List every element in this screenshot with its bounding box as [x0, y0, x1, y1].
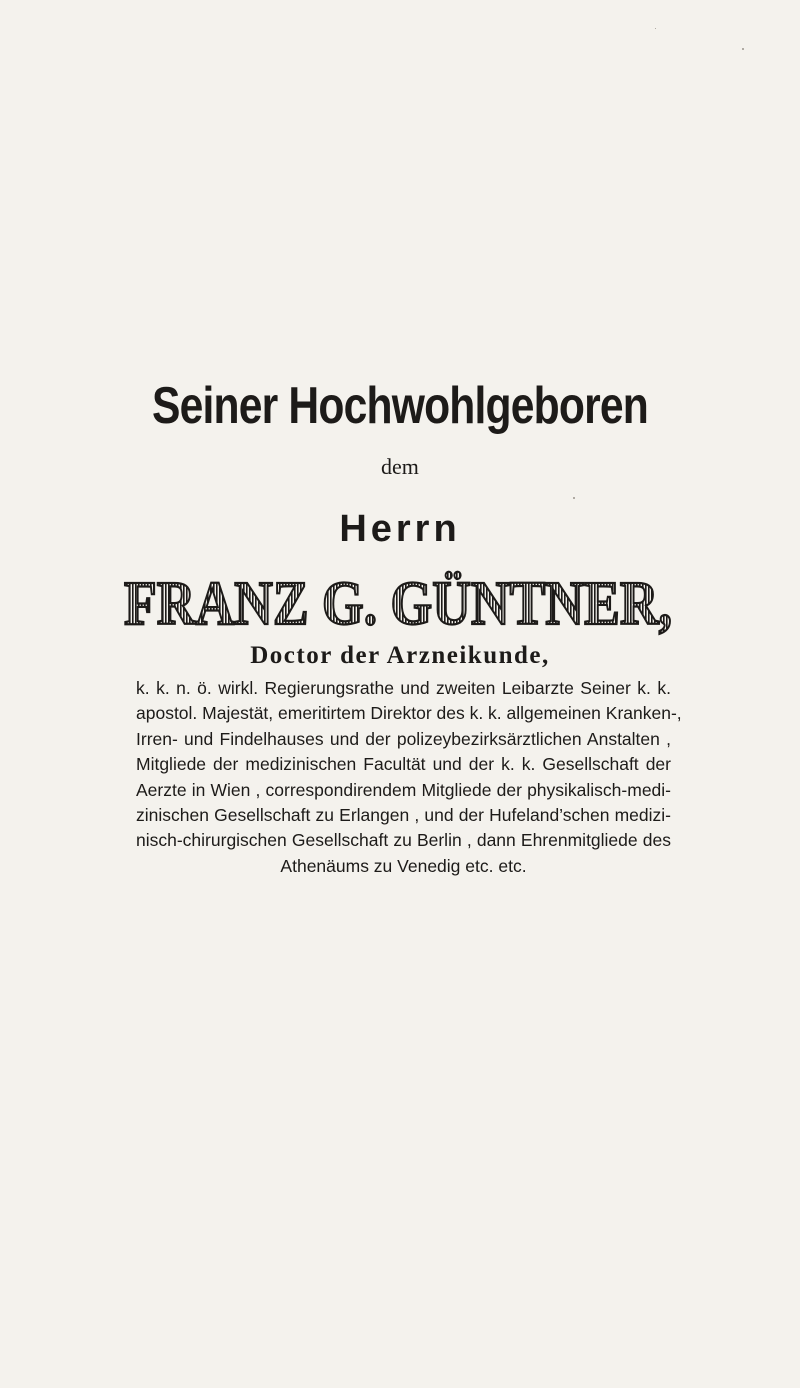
paragraph-line: Irren- und Findelhauses und der polizeybezirksärztlichen Anstalten ,: [136, 728, 671, 749]
paper-speck: [742, 48, 744, 50]
titles-paragraph: [136, 676, 682, 879]
dedication-title: Seiner Hochwohlgeboren: [151, 377, 649, 435]
paper-speck: [573, 497, 575, 499]
paragraph-line: Aerzte in Wien , correspondirendem Mitgliede der physikalisch-medi-: [136, 779, 671, 800]
dedication-herrn: Herrn: [339, 508, 461, 550]
ornamental-name-lettering: [120, 562, 680, 638]
paragraph-line: nisch-chirurgischen Gesellschaft zu Berlin , dann Ehrenmitgliede des: [136, 830, 671, 851]
paragraph-line: zinischen Gesellschaft zu Erlangen , und der Hufeland’schen medizi-: [136, 805, 671, 826]
paragraph-line: apostol. Majestät, emeritirtem Direktor des k. k. allgemeinen Kranken-,: [136, 703, 682, 724]
name-text: FRANZ G. GÜNTNER,: [124, 570, 672, 638]
paragraph-line: Mitgliede der medizinischen Facultät und der k. k. Gesellschaft der: [136, 754, 671, 775]
dedication-dem: dem: [381, 454, 419, 479]
paper-speck: [655, 28, 656, 29]
paragraph-line: k. k. n. ö. wirkl. Regierungsrathe und zweiten Leibarzte Seiner k. k.: [136, 678, 671, 698]
paragraph-line: Athenäums zu Venedig etc. etc.: [280, 855, 527, 876]
doctor-line: Doctor der Arzneikunde,: [250, 642, 550, 669]
